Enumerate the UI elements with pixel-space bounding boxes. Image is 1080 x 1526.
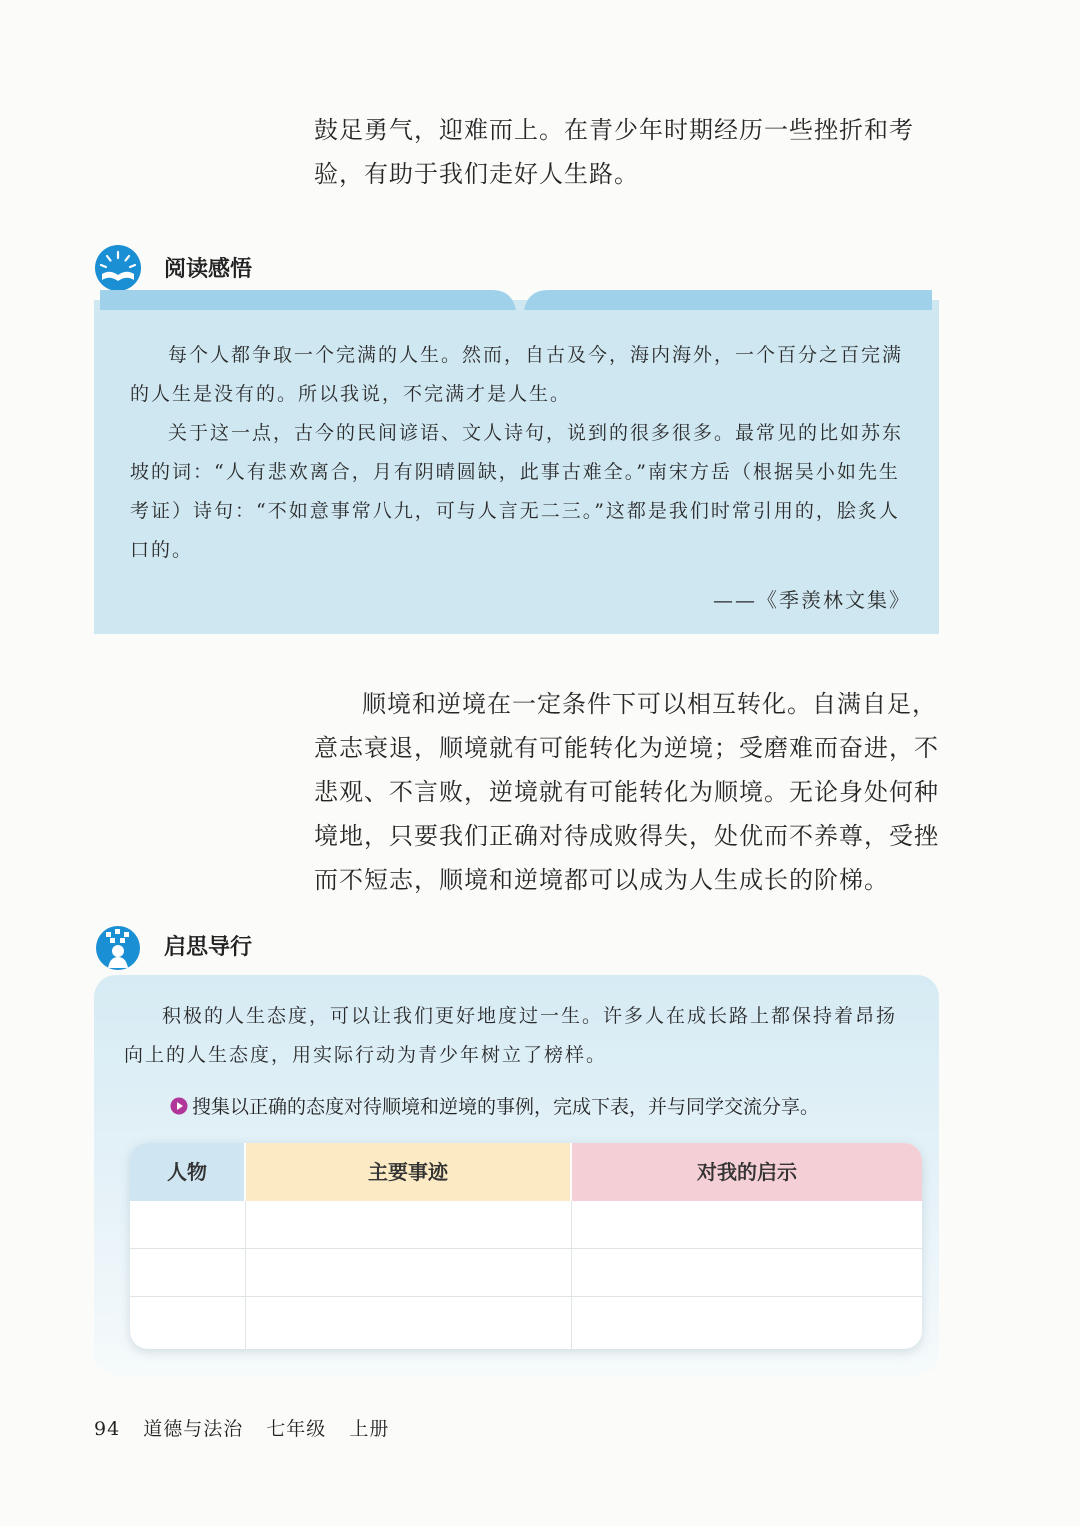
table-header-person: 人物 xyxy=(130,1143,244,1201)
top-paragraph-line-2: 验，有助于我们走好人生路。 xyxy=(314,160,639,188)
page-number: 94 xyxy=(94,1418,121,1440)
table-header-deeds: 主要事迹 xyxy=(246,1143,570,1201)
reading-paragraph-1: 每个人都争取一个完满的人生。然而，自古及今，海内海外，一个百分之百完满的人生是没有的。所以我说，不完满才是人生。 xyxy=(130,344,904,405)
thinking-head-icon xyxy=(94,922,142,970)
middle-paragraph: 顺境和逆境在一定条件下可以相互转化。自满自足，意志衰退，顺境就有可能转化为逆境；受磨难而奋进，不悲观、不言败，逆境就有可能转化为顺境。无论身处何种境地，只要我们正确对待成败得失，处优而不养尊，受挫而不短志，顺境和逆境都可以成为人生成长的阶梯。 xyxy=(314,690,939,894)
table-header-inspiration: 对我的启示 xyxy=(572,1143,922,1201)
grade-label: 七年级 xyxy=(266,1418,327,1440)
top-paragraph xyxy=(314,108,939,196)
thinking-intro-block xyxy=(124,997,914,1075)
reading-box-top-edge xyxy=(94,288,939,312)
volume-label: 上册 xyxy=(349,1418,390,1440)
table-cell[interactable] xyxy=(572,1201,922,1249)
table-cell[interactable] xyxy=(246,1201,572,1249)
record-table xyxy=(130,1143,922,1349)
page-footer xyxy=(94,1414,405,1441)
table-cell[interactable] xyxy=(246,1249,572,1297)
reading-paragraph-2: 关于这一点，古今的民间谚语、文人诗句，说到的很多很多。最常见的比如苏东坡的词：“人有悲欢离合，月有阴晴圆缺，此事古难全。”南宋方岳（根据吴小如先生考证）诗句：“不如意事常八九，可与人言无二三。”这都是我们时常引用的，脍炙人口的。 xyxy=(130,422,904,561)
thinking-box xyxy=(94,975,939,1375)
table-cell[interactable] xyxy=(130,1249,246,1297)
thinking-intro: 积极的人生态度，可以让我们更好地度过一生。许多人在成长路上都保持着昂扬向上的人生态度，用实际行动为青少年树立了榜样。 xyxy=(124,1005,898,1066)
table-cell[interactable] xyxy=(130,1201,246,1249)
task-instruction xyxy=(170,1092,819,1119)
play-icon xyxy=(170,1097,188,1115)
reading-section-title: 阅读感悟 xyxy=(164,257,253,282)
reading-text xyxy=(130,336,904,570)
top-paragraph-line-1: 鼓足勇气，迎难而上。在青少年时期经历一些挫折和考 xyxy=(314,116,914,144)
table-cell[interactable] xyxy=(572,1249,922,1297)
table-cell[interactable] xyxy=(130,1297,246,1349)
task-text: 搜集以正确的态度对待顺境和逆境的事例，完成下表，并与同学交流分享。 xyxy=(192,1096,820,1118)
table-cell[interactable] xyxy=(246,1297,572,1349)
book-title: 道德与法治 xyxy=(143,1418,244,1440)
thinking-section-title: 启思导行 xyxy=(164,935,253,960)
middle-paragraph-block xyxy=(314,682,939,902)
table-cell[interactable] xyxy=(572,1297,922,1349)
reading-box xyxy=(94,300,939,634)
reading-source: ——《季羡林文集》 xyxy=(713,588,911,612)
open-book-sun-icon xyxy=(94,244,142,292)
